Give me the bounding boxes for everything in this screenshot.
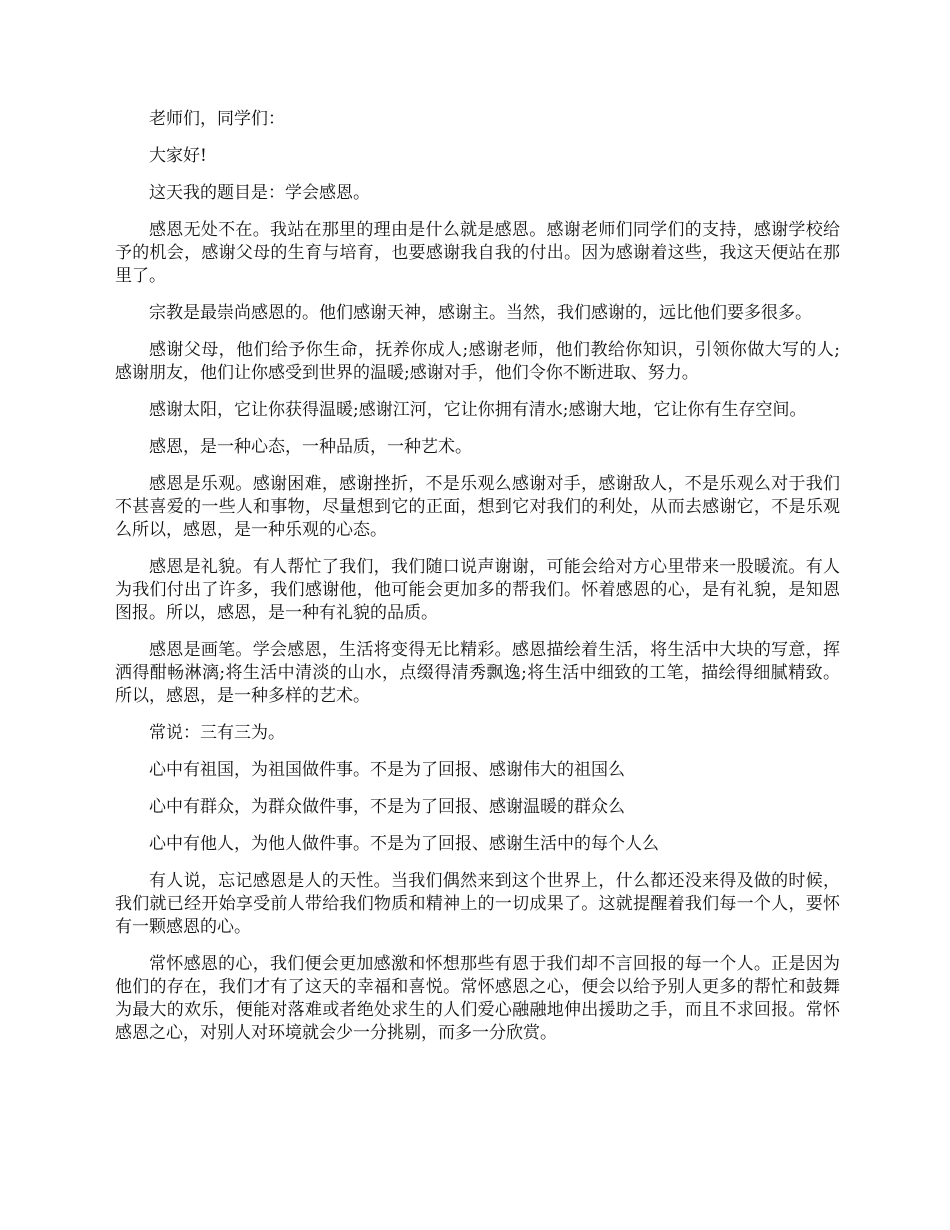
- closing-paragraph: 常怀感恩的心，我们便会更加感激和怀想那些有恩于我们却不言回报的每一个人。正是因为他们的存在，我们才有了这天的幸福和喜悦。常怀感恩之心，便会以给予别人更多的帮忙和鼓舞为最大的欢乐，便能对落难或者绝处求生的人们爱心融融地伸出援助之手，而且不求回报。常怀感恩之心，对别人对环境就会少一分挑剔，而多一分欣赏。: [115, 954, 840, 1043]
- body-paragraph: 宗教是最崇尚感恩的。他们感谢天神，感谢主。当然，我们感谢的，远比他们要多很多。: [149, 303, 812, 323]
- body-paragraph: 感恩，是一种心态，一种品质，一种艺术。: [149, 437, 472, 457]
- body-paragraph: 心中有祖国，为祖国做件事。不是为了回报、感谢伟大的祖国么: [149, 760, 625, 780]
- body-paragraph: 心中有他人，为他人做件事。不是为了回报、感谢生活中的每个人么: [149, 834, 659, 854]
- body-paragraph: 常说：三有三为。: [149, 723, 285, 743]
- body-paragraph: 感谢父母，他们给予你生命，抚养你成人;感谢老师，他们教给你知识，引领你做大写的人;感谢朋友，他们让你感受到世界的温暖;感谢对手，他们令你不断进取、努力。: [115, 340, 840, 383]
- document-body: [115, 108, 840, 1059]
- salutation-paragraph: 大家好!: [149, 146, 207, 166]
- greeting-paragraph: 老师们，同学们：: [149, 109, 285, 129]
- body-paragraph: 感谢太阳，它让你获得温暖;感谢江河，它让你拥有清水;感谢大地，它让你有生存空间。: [149, 400, 807, 420]
- body-paragraph: 感恩是画笔。学会感恩，生活将变得无比精彩。感恩描绘着生活，将生活中大块的写意，挥洒得酣畅淋漓;将生活中清淡的山水，点缀得清秀飘逸;将生活中细致的工笔，描绘得细腻精致。所以，感恩，是一种多样的艺术。: [115, 640, 840, 706]
- body-paragraph: 感恩无处不在。我站在那里的理由是什么就是感恩。感谢老师们同学们的支持，感谢学校给予的机会，感谢父母的生育与培育，也要感谢我自我的付出。因为感谢着这些，我这天便站在那里了。: [115, 220, 840, 286]
- topic-paragraph: 这天我的题目是：学会感恩。: [149, 183, 370, 203]
- body-paragraph: 感恩是礼貌。有人帮忙了我们，我们随口说声谢谢，可能会给对方心里带来一股暖流。有人为我们付出了许多，我们感谢他，他可能会更加多的帮我们。怀着感恩的心，是有礼貌，是知恩图报。所以，感恩，是一种有礼貌的品质。: [115, 557, 840, 623]
- body-paragraph: 感恩是乐观。感谢困难，感谢挫折，不是乐观么感谢对手，感谢敌人，不是乐观么对于我们不甚喜爱的一些人和事物，尽量想到它的正面，想到它对我们的利处，从而去感谢它，不是乐观么所以，感恩，是一种乐观的心态。: [115, 474, 840, 540]
- body-paragraph: 有人说，忘记感恩是人的天性。当我们偶然来到这个世界上，什么都还没来得及做的时候，我们就已经开始享受前人带给我们物质和精神上的一切成果了。这就提醒着我们每一个人，要怀有一颗感恩的心。: [115, 871, 840, 937]
- body-paragraph: 心中有群众，为群众做件事，不是为了回报、感谢温暖的群众么: [149, 797, 625, 817]
